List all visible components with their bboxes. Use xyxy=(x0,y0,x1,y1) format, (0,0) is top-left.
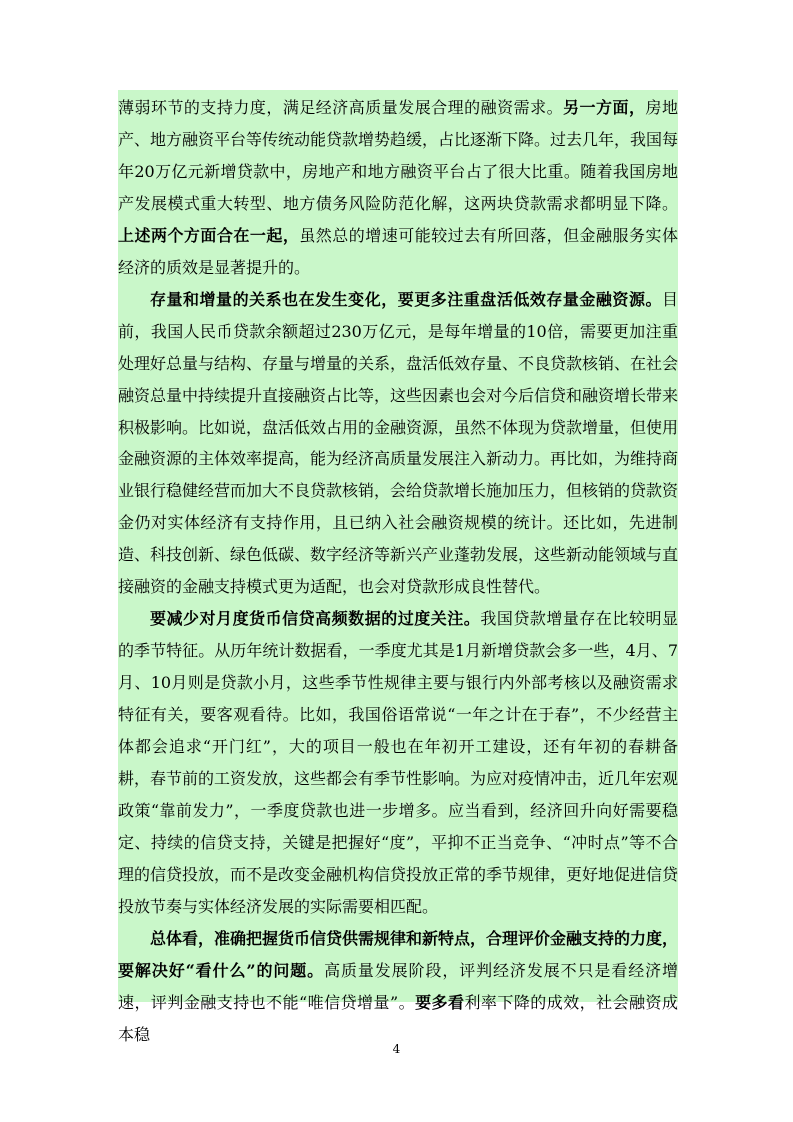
paragraph-monthly-data xyxy=(118,603,678,923)
bold-run: 要多看 xyxy=(415,992,465,1012)
bold-run: 另一方面， xyxy=(563,98,646,117)
page-number: 4 xyxy=(392,1042,401,1056)
document-body xyxy=(118,92,678,1051)
bold-run: 要减少对月度货币信贷高频数据的过度关注。 xyxy=(150,609,481,629)
text-run: 虽然总的增速可能较过去有所回落，但金融服务实体经济的质效是显著提升的。 xyxy=(118,225,678,277)
text-run: 房地产、地方融资平台等传统动能贷款增势趋缓，占比逐渐下降。过去几年，我国每年20万亿元新增贷款中，房地产和地方融资平台占了很大比重。随着我国房地产发展模式重大转型、地方债务风险防范化解，这两块贷款需求都明显下降。 xyxy=(118,98,679,213)
text-run: 薄弱环节的支持力度，满足经济高质量发展合理的融资需求。 xyxy=(118,98,564,117)
paragraph-continued-intro xyxy=(118,92,678,284)
bold-run: 上述两个方面合在一起， xyxy=(118,225,300,245)
text-run: 利率下降的成效，社会融资成本稳 xyxy=(118,992,678,1044)
text-run: 高质量发展阶段，评判经济发展不只是看经济增速，评判金融支持也不能“唯信贷增量”。 xyxy=(118,960,678,1012)
text-run: 目前，我国人民币贷款余额超过230万亿元，是每年增量的10倍，需要更加注重处理好总量与结构、存量与增量的关系，盘活低效存量、不良贷款核销、在社会融资总量中持续提升直接融资占比等，这些因素也会对今后信贷和融资增长带来积极影响。比如说，盘活低效占用的金融资源，虽然不体现为贷款增量，但使用金融资源的主体效率提高，能为经济高质量发展注入新动力。再比如，为维持商业银行稳健经营而加大不良贷款核销，会给贷款增长施加压力，但核销的贷款资金仍对实体经济有支持作用，且已纳入社会融资规模的统计。还比如，先进制造、科技创新、绿色低碳、数字经济等新兴产业蓬勃发展，这些新动能领域与直接融资的金融支持模式更为适配，也会对贷款形成良性替代。 xyxy=(118,289,679,597)
bold-run: 总体看，准确把握货币信贷供需规律和新特点，合理评价金融支持的力度，要解决好“看什么”的问题。 xyxy=(118,928,679,980)
text-run: 我国贷款增量存在比较明显的季节特征。从历年统计数据看，一季度尤其是1月新增贷款会多一些，4月、7月、10月则是贷款小月，这些季节性规律主要与银行内外部考核以及融资需求特征有关，要客观看待。比如，我国俗语常说“一年之计在于春”，不少经营主体都会追求“开门红”，大的项目一般也在年初开工建设，还有年初的春耕备耕，春节前的工资发放，这些都会有季节性影响。为应对疫情冲击，近几年宏观政策“靠前发力”，一季度贷款也进一步增多。应当看到，经济回升向好需要稳定、持续的信贷支持，关键是把握好“度”，平抑不正当竞争、“冲时点”等不合理的信贷投放，而不是改变金融机构信贷投放正常的季节规律，更好地促进信贷投放节奏与实体经济发展的实际需要相匹配。 xyxy=(118,609,679,916)
bold-run: 存量和增量的关系也在发生变化，要更多注重盘活低效存量金融资源。 xyxy=(150,289,662,309)
paragraph-overall-summary xyxy=(118,923,678,1051)
paragraph-stock-and-increment xyxy=(118,284,678,604)
